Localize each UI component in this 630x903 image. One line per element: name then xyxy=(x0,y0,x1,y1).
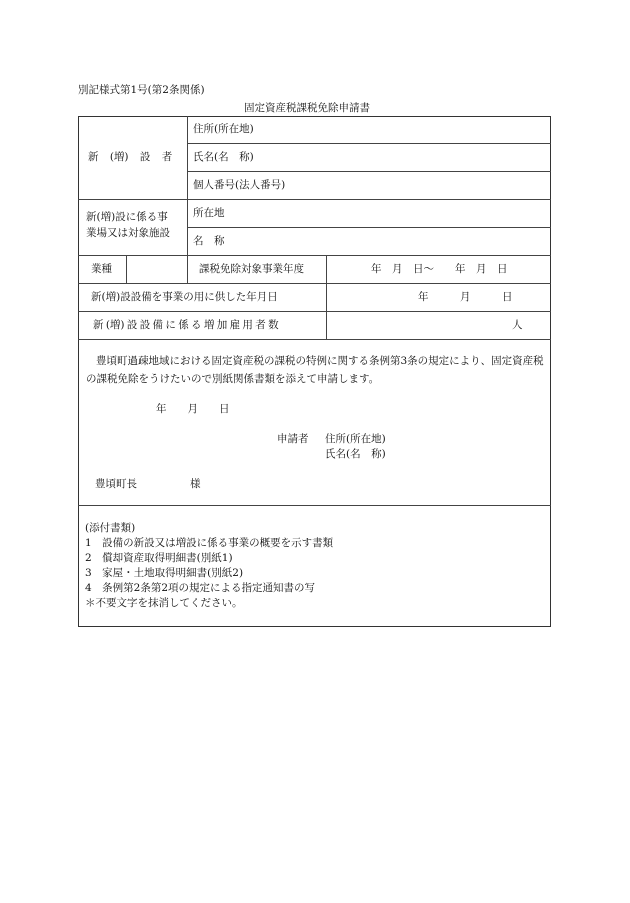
facility-location-label: 所在地 xyxy=(193,207,225,219)
divider xyxy=(78,199,551,200)
applicant-signature-label: 申請者 xyxy=(277,433,309,445)
divider xyxy=(78,339,551,340)
attachments-header: (添付書類) xyxy=(85,522,136,534)
declaration-date[interactable]: 年 月 日 xyxy=(156,403,230,415)
service-date-label: 新(増)設設備を事業の用に供した年月日 xyxy=(91,291,278,303)
applicant-personal-number-label: 個人番号(法人番号) xyxy=(193,179,286,191)
applicant-address-label: 住所(所在地) xyxy=(193,123,254,135)
divider xyxy=(187,227,551,228)
divider xyxy=(187,143,551,144)
attachments-note: ＊不要文字を抹消してください。 xyxy=(85,597,243,609)
column-divider xyxy=(126,255,127,283)
declaration-text: 豊頃町過疎地域における固定資産税の課税の特例に関する条例第3条の規定により、固定資産税の課税免除をうけたいので別紙関係書類を添えて申請します。 xyxy=(86,355,544,385)
attachment-item: 3 家屋・土地取得明細書(別紙2) xyxy=(85,567,244,579)
divider xyxy=(78,311,551,312)
facility-label-line1: 新(増)設に係る事 xyxy=(86,211,168,223)
divider xyxy=(78,283,551,284)
attachment-item: 4 条例第2条第2項の規定による指定通知書の写 xyxy=(85,582,316,594)
addressee: 豊頃町長 xyxy=(95,478,137,490)
exemption-period-value[interactable]: 年 月 日〜 年 月 日 xyxy=(371,263,508,275)
facility-name-label: 名 称 xyxy=(193,235,225,247)
applicant-name-label: 氏名(名 称) xyxy=(193,151,254,163)
divider xyxy=(78,505,551,506)
service-date-value[interactable]: 年 月 日 xyxy=(418,291,513,303)
form-title: 固定資産税課税免除申請書 xyxy=(244,102,370,114)
divider xyxy=(78,255,551,256)
employees-label: 新 (増) 設 設 備 に 係 る 増 加 雇 用 者 数 xyxy=(93,319,279,331)
column-divider xyxy=(187,116,188,283)
attachment-item: 2 償却資産取得明細書(別紙1) xyxy=(85,552,233,564)
applicant-label: 新 (増) 設 者 xyxy=(88,151,173,163)
form-number: 別記様式第1号(第2条関係) xyxy=(78,84,205,96)
facility-label-line2: 業場又は対象施設 xyxy=(86,227,170,239)
exemption-period-label: 課税免除対象事業年度 xyxy=(199,263,304,275)
employees-value[interactable]: 人 xyxy=(512,319,523,331)
column-divider xyxy=(326,255,327,339)
industry-label: 業種 xyxy=(91,263,112,275)
applicant-name[interactable]: 氏名(名 称) xyxy=(325,448,386,460)
honorific: 様 xyxy=(190,478,201,490)
attachment-item: 1 設備の新設又は増設に係る事業の概要を示す書類 xyxy=(85,537,334,549)
divider xyxy=(187,171,551,172)
applicant-address[interactable]: 住所(所在地) xyxy=(325,433,386,445)
